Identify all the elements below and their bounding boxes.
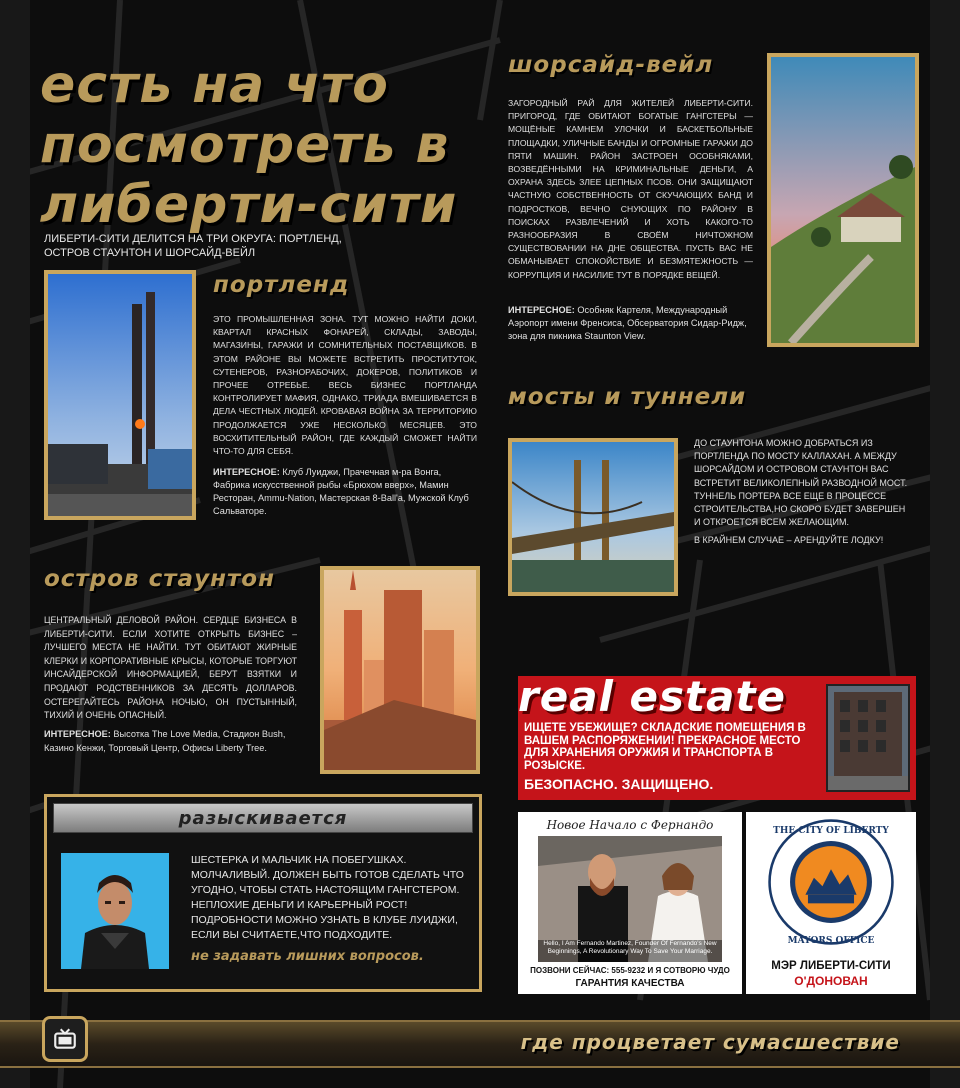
fernando-guarantee: ГАРАНТИЯ КАЧЕСТВА [575,978,685,989]
shoreside-interest-label: ИНТЕРЕСНОЕ: [508,305,575,315]
bridges-heading: мосты и туннели [508,384,747,410]
page-title: есть на что посмотреть в либерти-сити [40,55,458,235]
bridges-photo [508,438,678,596]
fernando-caption: Hello, I Am Fernando Martinez, Founder Of Fernando's New Beginnings, A Revolutionary Way To Save Your Marriage. [543,940,717,955]
seal-text-bottom: MAYORS OFFICE [787,936,875,946]
wanted-ad [44,794,482,992]
portland-interest-list: Клуб Луиджи, Прачечная м-ра Вонга, Фабрика искусственной рыбы «Брюхом вверх», Мамин Ресторан, Ammu-Nation, Мастерская 8-Ball'a, Мужской Клуб Сальваторе. [213,467,469,516]
city-seal-icon [767,818,895,946]
shoreside-photo [767,53,919,347]
fernando-ad [518,812,742,994]
mayor-ad [746,812,916,994]
intro-text: ЛИБЕРТИ-СИТИ ДЕЛИТСЯ НА ТРИ ОКРУГА: ПОРТЛЕНД, ОСТРОВ СТАУНТОН И ШОРСАЙД-ВЕЙЛ [44,233,342,259]
portland-text: ЭТО ПРОМЫШЛЕННАЯ ЗОНА. ТУТ МОЖНО НАЙТИ ДОКИ, КВАРТАЛ КРАСНЫХ ФОНАРЕЙ, СКЛАДЫ, ЗАВОДЫ, МАГАЗИНЫ, ГАРАЖИ И СОМНИТЕЛЬНЫХ ПОСТАВЩИКОВ. В ЭТОМ РАЙОНЕ ВЫ МОЖЕТЕ ВСТРЕТИТЬ ПРОСТИТУТОК, СУТЕНЕРОВ, РАЗНОРАБОЧИХ, ДОКЕРОВ, ПОЛИТИКОВ И ПРОЧЕЕ ОТРЕБЬЕ. ВЕСЬ БИЗНЕС ПОРТЛАНДА КОНТРОЛИРУЕТ МАФИЯ, ОДНАКО, ТРИАДА ВМЕШИВАЕТСЯ В ДЕЛА ЧЕСТНЫХ ЛЮДЕЙ. КРОВАВАЯ ВОЙНА ЗА ТЕРРИТОРИЮ ПРОДОЛЖАЕТСЯ УЖЕ НЕСКОЛЬКО МЕСЯЦЕВ. ЭТО ВОСХИТИТЕЛЬНЫЙ РАЙОН, ГДЕ КАЖДЫЙ СМОЖЕТ НАЙТИ ЧТО-ТО ДЛЯ СЕБЯ. [213,314,477,457]
staunton-interest [44,728,297,755]
bridges-text-boat: В КРАЙНЕМ СЛУЧАЕ – АРЕНДУЙТЕ ЛОДКУ! [694,535,884,545]
portland-interest [213,466,477,518]
staunton-photo [320,566,480,774]
bridges-text: ДО СТАУНТОНА МОЖНО ДОБРАТЬСЯ ИЗ ПОРТЛЕНДА ПО МОСТУ КАЛЛАХАН. А МЕЖДУ ШОРСАЙДОМ И ОСТРОВОМ СТАУНТОН ВАС ВСТРЕТИТ ВЕЛИКОЛЕПНЫЙ РАЗВОДНОЙ МОСТ. ТУННЕЛЬ ПОРТЕРА ВСЕ ЕЩЕ В ПРОЦЕССЕ СТРОИТЕЛЬСТВА,НО СКОРО БУДЕТ ЗАВЕРШЕН И ОТКРОЕТСЯ ВСЕМ ЖЕЛАЮЩИМ. [694,438,908,528]
wanted-portrait [61,853,169,969]
footer-bar [0,1020,960,1068]
fernando-call: ПОЗВОНИ СЕЙЧАС: 555-9232 И Я СОТВОРЮ ЧУДО [530,966,730,975]
shoreside-heading: шорсайд-вейл [508,52,714,78]
seal-text-top: THE CITY OF LIBERTY [773,826,889,836]
portland-heading: портленд [213,272,350,298]
staunton-text: ЦЕНТРАЛЬНЫЙ ДЕЛОВОЙ РАЙОН. СЕРДЦЕ БИЗНЕСА В ЛИБЕРТИ-СИТИ. ЕСЛИ ХОТИТЕ ОТКРЫТЬ БИЗНЕС – ЛУЧШЕГО МЕСТА НЕ НАЙТИ. ТУТ ОБИТАЮТ ЖИРНЫЕ КЛЕРКИ И КОРПОРАТИВНЫЕ КРЫСЫ, КОТОРЫЕ ТОРГУЮТ ИНСАЙДЕРСКОЙ ИНФОРМАЦИЕЙ, БЕРУТ ВЗЯТКИ И ПРОДАЮТ РОДСТВЕННИКОВ ЗА ДЕСЯТЬ ДОЛЛАРОВ. ОСТЕРЕГАЙТЕСЬ РАЙОНА НОЧЬЮ, ОН ПУСТЫННЫЙ, ТИХИЙ И ОЧЕНЬ ОПАСНЫЙ. [44,615,297,721]
shoreside-interest-list: Особняк Картеля, Международный Аэропорт имени Френсиса, Обсерватория Сидар-Ридж, зона для пикника Staunton View. [508,305,747,341]
mayor-name: О'ДОНОВАН [794,974,868,988]
shoreside-text: ЗАГОРОДНЫЙ РАЙ ДЛЯ ЖИТЕЛЕЙ ЛИБЕРТИ-СИТИ. ПРИГОРОД, ГДЕ ОБИТАЮТ БОГАТЫЕ ГАНГСТЕРЫ — МОЩЁНЫЕ КАМНЕМ УЛОЧКИ И БАСКЕТБОЛЬНЫЕ ПЛОЩАДКИ, УЛИЧНЫЕ БАНДЫ И ОГРОМНЫЕ ГАРАЖИ ДО ПЯТИ МАШИН. РАЙОН ЗАСТРОЕН ОСОБНЯКАМИ, ВОЗВЕДЁННЫМИ НА КРИМИНАЛЬНЫЕ ДЕНЬГИ, А ОХРАНА ЗДЕСЬ ЗЛЕЕ ЦЕПНЫХ ПСОВ. ОНИ ЗАЩИЩАЮТ ЧАСТНУЮ СОБСТВЕННОСТЬ ОТ СКУЧАЮЩИХ БАНД И ПОДРОСТКОВ, ВЕЧНО СНУЮЩИХ ПО РАЙОНУ В ПОИСКАХ РАЗВЛЕЧЕНИЙ И ХОТЬ КАКОГО-ТО РАЗНООБРАЗИЯ В СВОЁМ НИЧТОЖНОМ СУЩЕСТВОВАНИИ НА ДНЕ ОБЩЕСТВА. ПУСТЬ ВАС НЕ ОБМАНЫВАЕТ СПОКОЙСТВИЕ И БЕЗМЯТЕЖНОСТЬ — КОРРУПЦИЯ И НАСИЛИЕ ТУТ В ПОРЯДКЕ ВЕЩЕЙ. [508,98,753,280]
staunton-heading: остров стаунтон [44,566,275,592]
real-estate-footer: БЕЗОПАСНО. ЗАЩИЩЕНО. [524,776,714,792]
fernando-title: Новое Начало с Фернандо [546,818,714,832]
portland-photo [44,270,196,520]
tv-icon [42,1016,88,1062]
shoreside-interest [508,304,748,343]
real-estate-ad [518,672,916,800]
staunton-interest-label: ИНТЕРЕСНОЕ: [44,729,111,739]
portland-interest-label: ИНТЕРЕСНОЕ: [213,467,280,477]
mayor-label: МЭР ЛИБЕРТИ-СИТИ [771,960,891,972]
wanted-heading: разыскивается [178,807,348,829]
fernando-photo [538,836,722,962]
wanted-text: ШЕСТЕРКА И МАЛЬЧИК НА ПОБЕГУШКАХ. МОЛЧАЛИВЫЙ. ДОЛЖЕН БЫТЬ ГОТОВ СДЕЛАТЬ ЧТО УГОДНО, ЧТОБЫ СТАТЬ НАСТОЯЩИМ ГАНГСТЕРОМ. НЕПЛОХИЕ ДЕНЬГИ И КАРЬЕРНЫЙ РОСТ! ПОДРОБНОСТИ МОЖНО УЗНАТЬ В КЛУБЕ ЛУИДЖИ, ЕСЛИ ВЫ СЧИТАЕТЕ,ЧТО ПОДХОДИТЕ. [191,854,464,941]
real-estate-title: real estate [518,672,787,721]
wanted-title-bar [53,803,473,833]
warehouse-photo [826,684,910,792]
footer-tagline: где процветает сумасшествие [520,1030,900,1054]
real-estate-text: ИЩЕТЕ УБЕЖИЩЕ? СКЛАДСКИЕ ПОМЕЩЕНИЯ В ВАШЕМ РАСПОРЯЖЕНИИ! ПРЕКРАСНОЕ МЕСТО ДЛЯ ХРАНЕНИЯ ОРУЖИЯ И ТРАНСПОРТА В РОЗЫСКЕ. [524,722,806,772]
staunton-interest-list: Высотка The Love Media, Стадион Bush, Казино Кенжи, Торговый Центр, Офисы Liberty Tree. [44,729,286,753]
wanted-tagline: не задавать лишних вопросов. [191,949,424,964]
